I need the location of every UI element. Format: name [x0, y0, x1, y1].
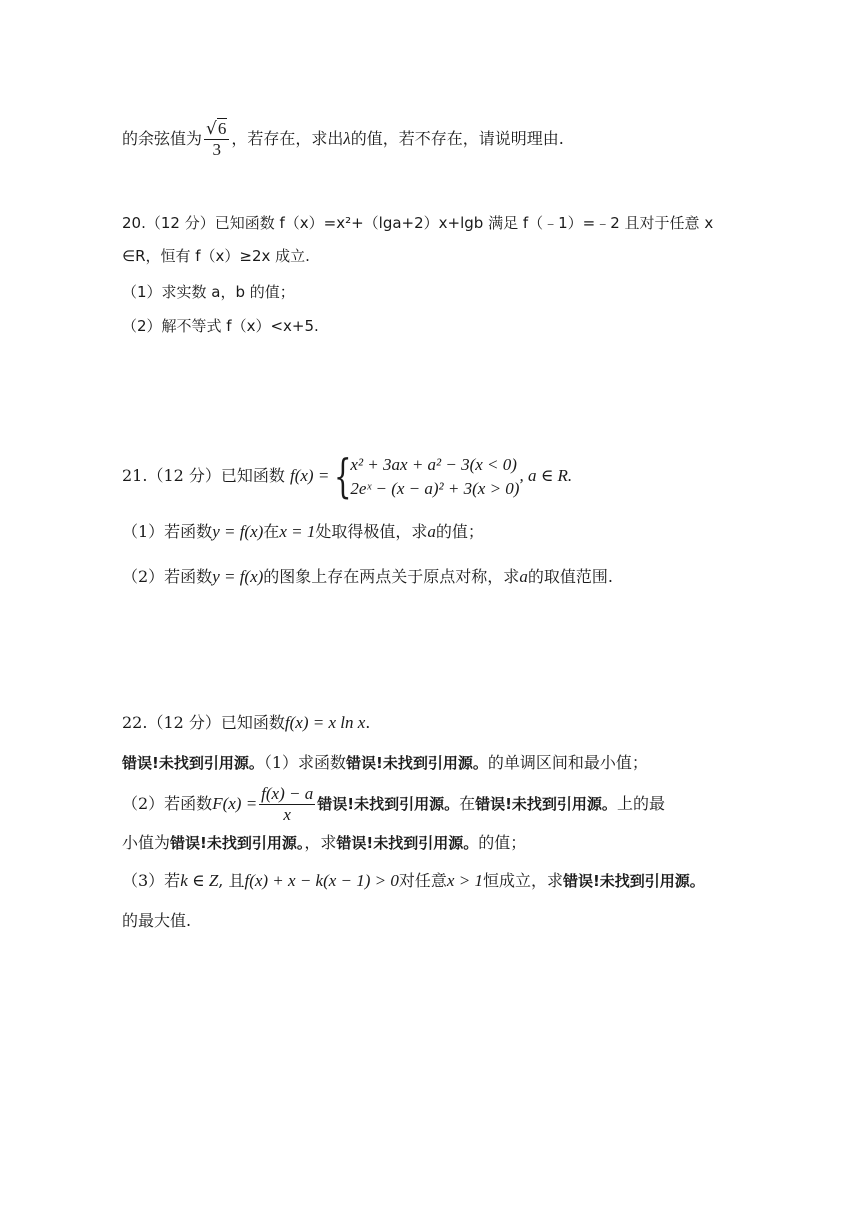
q21-domain: , a ∈ R. [519, 466, 573, 485]
q19-suffix: ，若存在，求出 [231, 129, 344, 148]
lambda-symbol: λ [343, 129, 351, 148]
fraction-numerator: √6 [204, 119, 229, 140]
q21-prefix: 21.（12 分）已知函数 [122, 466, 285, 485]
q22-part1: 错误!未找到引用源。（1）求函数错误!未找到引用源。的单调区间和最小值； [122, 753, 648, 772]
left-brace-icon: { [334, 448, 352, 503]
q20-part1: （1）求实数 a，b 的值； [122, 283, 295, 301]
ref-error: 错误!未找到引用源。 [122, 754, 264, 772]
q20-line1: 20.（12 分）已知函数 f（x）=x²+（lga+2）x+lgb 满足 f（﹣1）=﹣2 且对于任意 x [122, 214, 714, 232]
ref-error: 错误!未找到引用源。 [317, 795, 460, 813]
q21-part2: （2）若函数y = f(x)的图象上存在两点关于原点对称，求a的取值范围. [122, 567, 613, 586]
q22-part2-line2: 小值为错误!未找到引用源。，求错误!未找到引用源。的值； [122, 833, 527, 852]
q19-suffix2: 的值，若不存在，请说明理由. [350, 129, 564, 148]
ref-error: 错误!未找到引用源。 [346, 754, 488, 772]
q20-part2: （2）解不等式 f（x）<x+5. [122, 317, 319, 335]
q19-prefix: 的余弦值为 [122, 129, 203, 148]
ref-error: 错误!未找到引用源。 [475, 795, 617, 813]
q22-stem: 22.（12 分）已知函数f(x) = x ln x. [122, 713, 371, 732]
q19-tail-line [122, 119, 564, 160]
q20-line2: ∈R，恒有 f（x）≥2x 成立. [122, 247, 310, 265]
fraction-denominator: 3 [212, 140, 221, 159]
ref-error: 错误!未找到引用源。 [170, 834, 305, 852]
piecewise-case-1: x² + 3ax + a² − 3(x < 0) [350, 454, 517, 474]
q21-fx: f(x) = [290, 466, 330, 485]
ref-error: 错误!未找到引用源。 [562, 872, 705, 890]
piecewise-case-2: 2eˣ − (x − a)² + 3(x > 0) [350, 478, 520, 498]
q21-part1: （1）若函数y = f(x)在x = 1处取得极值，求a的值； [122, 522, 484, 541]
ref-error: 错误!未找到引用源。 [336, 834, 479, 852]
F-fraction: $\frac{f(x) - a}{x}$ [261, 784, 314, 824]
q22-part3-line1: （3）若k ∈ Z, 且f(x) + x − k(x − 1) > 0对任意x > 1恒成立，求错误!未找到引用源。 [122, 871, 705, 890]
q22-part2-line1: （2）若函数F(x) = $\frac{f(x) - a}{x}$ 错误!未找到引用源。在错误!未找到引用源。上的最 [122, 784, 665, 824]
q21-stem [122, 448, 573, 503]
piecewise-function [334, 448, 520, 503]
q22-part3-line2: 的最大值. [122, 911, 192, 930]
cosine-fraction [204, 119, 229, 160]
